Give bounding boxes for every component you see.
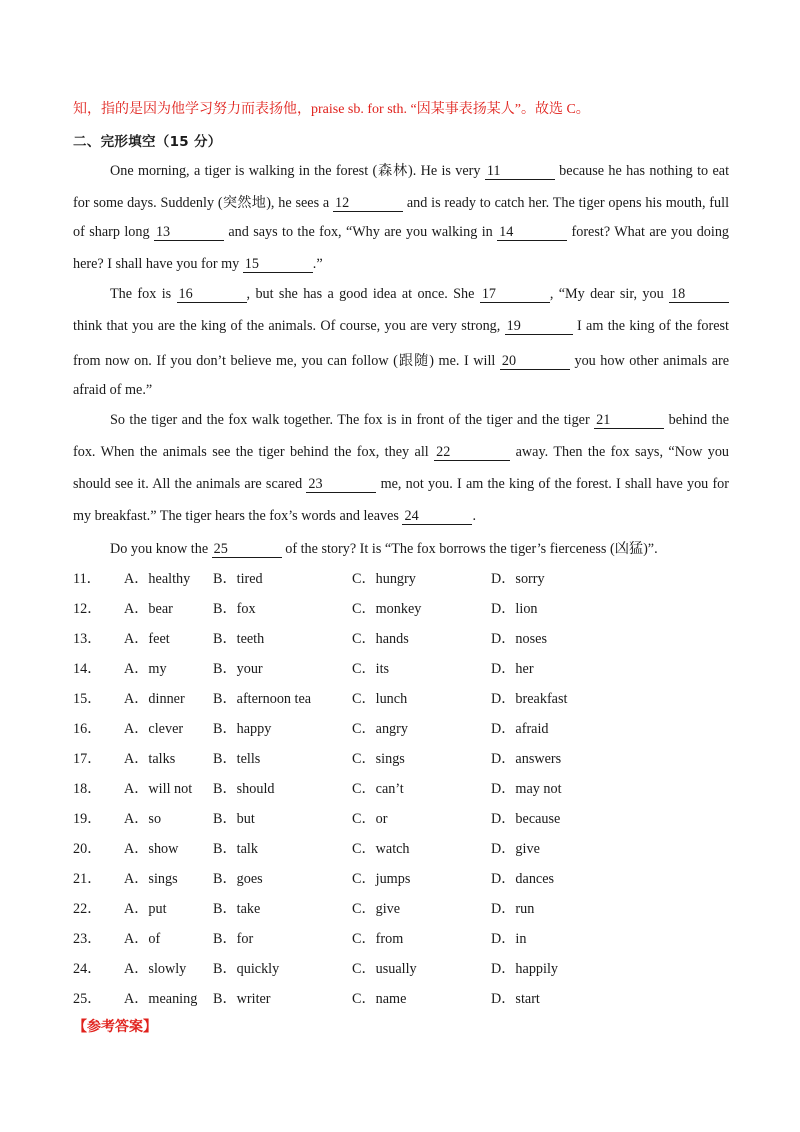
option-d: D．breakfast (491, 691, 568, 707)
blank-17: 17 (480, 287, 550, 303)
option-c: C．from (352, 931, 404, 947)
question-number: 22． (73, 901, 102, 917)
option-d: D．run (491, 901, 535, 917)
blank-16: 16 (177, 287, 247, 303)
passage-line: of sharp long 13 and says to the fox, “Why are you walking in 14 forest? What are you doing (73, 224, 730, 240)
blank-25: 25 (212, 542, 282, 558)
blank-22: 22 (434, 445, 510, 461)
option-a: A．meaning (124, 991, 198, 1007)
passage-line: One morning, a tiger is walking in the forest (森林). He is very 11 because he has nothing to eat (110, 163, 730, 179)
option-d: D．may not (491, 781, 562, 797)
question-row (73, 598, 673, 618)
question-row (73, 988, 673, 1008)
question-number: 13． (73, 631, 102, 647)
option-d: D．in (491, 931, 527, 947)
passage-line: afraid of me.” (73, 382, 153, 398)
option-b: B．writer (213, 991, 271, 1007)
passage-line: So the tiger and the fox walk together. The fox is in front of the tiger and the tiger 21 behind the (110, 412, 730, 428)
question-row (73, 868, 673, 888)
option-b: B．fox (213, 601, 256, 617)
option-a: A．put (124, 901, 167, 917)
blank-19: 19 (505, 319, 573, 335)
blank-12: 12 (333, 196, 403, 212)
question-row (73, 898, 673, 918)
question-row (73, 838, 673, 858)
option-d: D．start (491, 991, 540, 1007)
option-b: B．take (213, 901, 261, 917)
option-b: B．talk (213, 841, 258, 857)
question-number: 16． (73, 721, 102, 737)
passage-line: my breakfast.” The tiger hears the fox’s words and leaves 24 . (73, 508, 477, 524)
option-d: D．afraid (491, 721, 549, 737)
option-c: C．name (352, 991, 407, 1007)
option-a: A．healthy (124, 571, 191, 587)
explanation-note: 知，指的是因为他学习努力而表扬他，praise sb. for sth. “因某事表扬某人”。故选 C。 (73, 102, 590, 117)
option-b: B．quickly (213, 961, 280, 977)
answer-heading: 【参考答案】 (73, 1019, 157, 1035)
blank-14: 14 (497, 225, 567, 241)
blank-18: 18 (669, 287, 729, 303)
option-a: A．so (124, 811, 162, 827)
question-number: 15． (73, 691, 102, 707)
option-c: C．angry (352, 721, 408, 737)
passage-line: fox. When the animals see the tiger behind the fox, they all 22 away. Then the fox says, “Now you (73, 444, 730, 460)
question-number: 23． (73, 931, 102, 947)
option-c: C．lunch (352, 691, 408, 707)
option-c: C．jumps (352, 871, 411, 887)
option-b: B．teeth (213, 631, 265, 647)
option-b: B．afternoon tea (213, 691, 312, 707)
question-number: 19． (73, 811, 102, 827)
question-number: 18． (73, 781, 102, 797)
option-d: D．happily (491, 961, 558, 977)
option-a: A．clever (124, 721, 184, 737)
question-number: 14． (73, 661, 102, 677)
option-c: C．monkey (352, 601, 422, 617)
question-number: 11． (73, 571, 101, 587)
option-c: C．can’t (352, 781, 404, 797)
option-b: B．tired (213, 571, 263, 587)
passage-line: The fox is 16 , but she has a good idea at once. She 17 , “My dear sir, you 18 (73, 286, 729, 303)
option-a: A．slowly (124, 961, 187, 977)
option-c: C．hands (352, 631, 409, 647)
option-d: D．answers (491, 751, 562, 767)
question-number: 20． (73, 841, 102, 857)
option-d: D．because (491, 811, 561, 827)
option-a: A．bear (124, 601, 173, 617)
option-c: C．its (352, 661, 390, 677)
blank-15: 15 (243, 257, 313, 273)
question-row (73, 808, 673, 828)
passage-line: think that you are the king of the animals. Of course, you are very strong, 19 I am the king of the forest (73, 318, 729, 334)
option-a: A．my (124, 661, 167, 677)
blank-23: 23 (306, 477, 376, 493)
option-b: B．your (213, 661, 263, 677)
option-d: D．her (491, 661, 534, 677)
question-row (73, 688, 673, 708)
option-a: A．dinner (124, 691, 185, 707)
question-number: 21． (73, 871, 102, 887)
blank-20: 20 (500, 354, 570, 370)
option-c: C．or (352, 811, 388, 827)
option-d: D．give (491, 841, 540, 857)
blank-11: 11 (485, 164, 555, 180)
passage-line: for some days. Suddenly (突然地), he sees a 12 and is ready to catch her. The tiger opens his mouth, full (73, 195, 730, 211)
option-d: D．dances (491, 871, 555, 887)
option-c: C．usually (352, 961, 417, 977)
question-number: 12． (73, 601, 102, 617)
question-row (73, 568, 673, 588)
question-number: 24． (73, 961, 102, 977)
option-b: B．for (213, 931, 254, 947)
option-a: A．feet (124, 631, 170, 647)
option-a: A．talks (124, 751, 176, 767)
option-b: B．should (213, 781, 275, 797)
option-d: D．sorry (491, 571, 545, 587)
option-a: A．show (124, 841, 179, 857)
passage-line: here? I shall have you for my 15 .” (73, 256, 323, 272)
option-c: C．give (352, 901, 401, 917)
question-row (73, 628, 673, 648)
question-number: 17． (73, 751, 102, 767)
question-row (73, 958, 673, 978)
question-row (73, 748, 673, 768)
question-row (73, 928, 673, 948)
question-row (73, 718, 673, 738)
option-c: C．watch (352, 841, 410, 857)
passage-line: from now on. If you don’t believe me, you can follow (跟随) me. I will 20 you how other animals are (73, 353, 730, 369)
option-c: C．sings (352, 751, 405, 767)
option-d: D．lion (491, 601, 538, 617)
option-b: B．but (213, 811, 255, 827)
question-row (73, 658, 673, 678)
question-row (73, 778, 673, 798)
option-b: B．goes (213, 871, 263, 887)
option-a: A．will not (124, 781, 193, 797)
option-d: D．noses (491, 631, 547, 647)
blank-21: 21 (594, 413, 664, 429)
section-heading: 二、完形填空（15 分） (73, 134, 222, 150)
blank-24: 24 (402, 509, 472, 525)
passage-line: should see it. All the animals are scared 23 me, not you. I am the king of the forest. I shall have you for (73, 476, 729, 492)
option-b: B．happy (213, 721, 272, 737)
option-b: B．tells (213, 751, 261, 767)
option-c: C．hungry (352, 571, 416, 587)
passage-line: Do you know the 25 of the story? It is “The fox borrows the tiger’s fierceness (凶猛)”. (110, 541, 658, 557)
blank-13: 13 (154, 225, 224, 241)
option-a: A．of (124, 931, 161, 947)
question-number: 25． (73, 991, 102, 1007)
option-a: A．sings (124, 871, 178, 887)
